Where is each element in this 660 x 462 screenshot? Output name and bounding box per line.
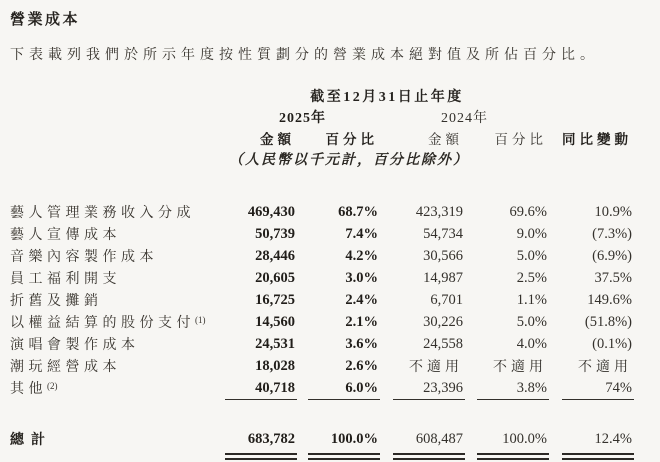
pct-2025: 3.0% <box>345 269 378 286</box>
yoy-change: (0.1%) <box>592 335 632 352</box>
double-rule <box>225 453 297 460</box>
year-2025-header: 2025年 <box>279 110 326 126</box>
amount-2024: 不適用 <box>409 360 463 375</box>
total-amount-2024: 608,487 <box>415 430 463 447</box>
amount-2024: 14,987 <box>423 269 463 286</box>
single-rule <box>477 399 549 400</box>
amount-2025: 469,430 <box>247 203 295 220</box>
pct-2024: 4.0% <box>516 335 547 352</box>
amount-2025: 14,560 <box>255 313 295 330</box>
row-label: 折舊及攤銷 <box>10 294 103 309</box>
col-header-amount-2024: 金額 <box>428 131 463 147</box>
yoy-change: 不適用 <box>578 360 632 375</box>
double-rule <box>477 453 549 460</box>
pct-2025: 6.0% <box>345 379 378 396</box>
pct-2024: 3.8% <box>516 379 547 396</box>
single-rule <box>225 399 297 400</box>
row-label: 員工福利開支 <box>10 272 121 287</box>
pct-2024: 69.6% <box>509 203 547 220</box>
pct-2024: 5.0% <box>516 247 547 264</box>
amount-2024: 30,226 <box>423 313 463 330</box>
pct-2024: 不適用 <box>493 360 547 375</box>
total-row <box>10 428 634 450</box>
row-label: 音樂內容製作成本 <box>10 250 158 265</box>
currency-unit-note: （人民幣以千元計，百分比除外） <box>229 153 469 168</box>
amount-2025: 18,028 <box>255 357 295 374</box>
pct-2025: 2.6% <box>345 357 378 374</box>
double-rule <box>308 453 380 460</box>
pct-2025: 7.4% <box>345 225 378 242</box>
amount-2025: 28,446 <box>255 247 295 264</box>
row-label: 潮玩經營成本 <box>10 360 121 375</box>
footnote-ref: (2) <box>47 381 58 391</box>
page-title: 營業成本 <box>10 12 81 28</box>
amount-2024: 54,734 <box>423 225 463 242</box>
col-header-amount-2025: 金額 <box>260 131 295 147</box>
col-header-pct-2024: 百分比 <box>494 131 547 147</box>
table-row <box>10 333 634 355</box>
amount-2025: 20,605 <box>255 269 295 286</box>
total-label: 總計 <box>10 433 52 448</box>
pct-2025: 2.1% <box>345 313 378 330</box>
amount-2024: 6,701 <box>430 291 463 308</box>
single-rule <box>308 399 380 400</box>
row-label: 藝人宣傳成本 <box>10 228 121 243</box>
table-row <box>10 355 634 377</box>
amount-2024: 30,566 <box>423 247 463 264</box>
table-row <box>10 223 634 245</box>
yoy-change: 149.6% <box>587 291 632 308</box>
table-row <box>10 267 634 289</box>
total-pct-2024: 100.0% <box>502 430 547 447</box>
single-rule <box>393 399 465 400</box>
row-label: 藝人管理業務收入分成 <box>10 206 195 221</box>
double-rule <box>562 453 634 460</box>
operating-costs-table <box>10 86 634 462</box>
period-header: 截至12月31日止年度 <box>310 90 464 105</box>
amount-2025: 24,531 <box>255 335 295 352</box>
footnote-ref: (1) <box>195 315 206 325</box>
pct-2025: 2.4% <box>345 291 378 308</box>
row-label: 其他$^{(2)}$ <box>10 381 58 397</box>
row-label: 以權益結算的股份支付$^{(1)}$ <box>10 315 206 331</box>
col-header-pct-2025: 百分比 <box>325 131 378 147</box>
amount-2025: 40,718 <box>255 379 295 396</box>
total-amount-2025: 683,782 <box>247 430 295 447</box>
table-row <box>10 311 634 333</box>
table-row <box>10 245 634 267</box>
intro-text: 下表載列我們於所示年度按性質劃分的營業成本絕對值及所佔百分比。 <box>10 48 599 63</box>
yoy-change: (7.3%) <box>592 225 632 242</box>
pct-2025: 68.7% <box>338 203 378 220</box>
yoy-change: (6.9%) <box>592 247 632 264</box>
yoy-change: 37.5% <box>594 269 632 286</box>
col-header-yoy-change: 同比變動 <box>562 131 632 147</box>
total-pct-2025: 100.0% <box>330 430 378 447</box>
yoy-change: 74% <box>605 379 632 396</box>
total-rule-row <box>10 450 634 462</box>
pct-2024: 2.5% <box>516 269 547 286</box>
table-row <box>10 289 634 311</box>
total-yoy-change: 12.4% <box>594 430 632 447</box>
amount-2025: 16,725 <box>255 291 295 308</box>
pct-2025: 3.6% <box>345 335 378 352</box>
yoy-change: 10.9% <box>594 203 632 220</box>
pct-2024: 1.1% <box>516 291 547 308</box>
pct-2025: 4.2% <box>345 247 378 264</box>
year-2024-header: 2024年 <box>441 110 488 126</box>
yoy-change: (51.8%) <box>584 313 632 330</box>
amount-2024: 23,396 <box>423 379 463 396</box>
double-rule <box>393 453 465 460</box>
amount-2024: 423,319 <box>415 203 463 220</box>
table-row <box>10 201 634 223</box>
amount-2024: 24,558 <box>423 335 463 352</box>
table-row <box>10 377 634 399</box>
single-rule <box>562 399 634 400</box>
pct-2024: 5.0% <box>516 313 547 330</box>
pct-2024: 9.0% <box>516 225 547 242</box>
row-label: 演唱會製作成本 <box>10 338 140 353</box>
amount-2025: 50,739 <box>255 225 295 242</box>
